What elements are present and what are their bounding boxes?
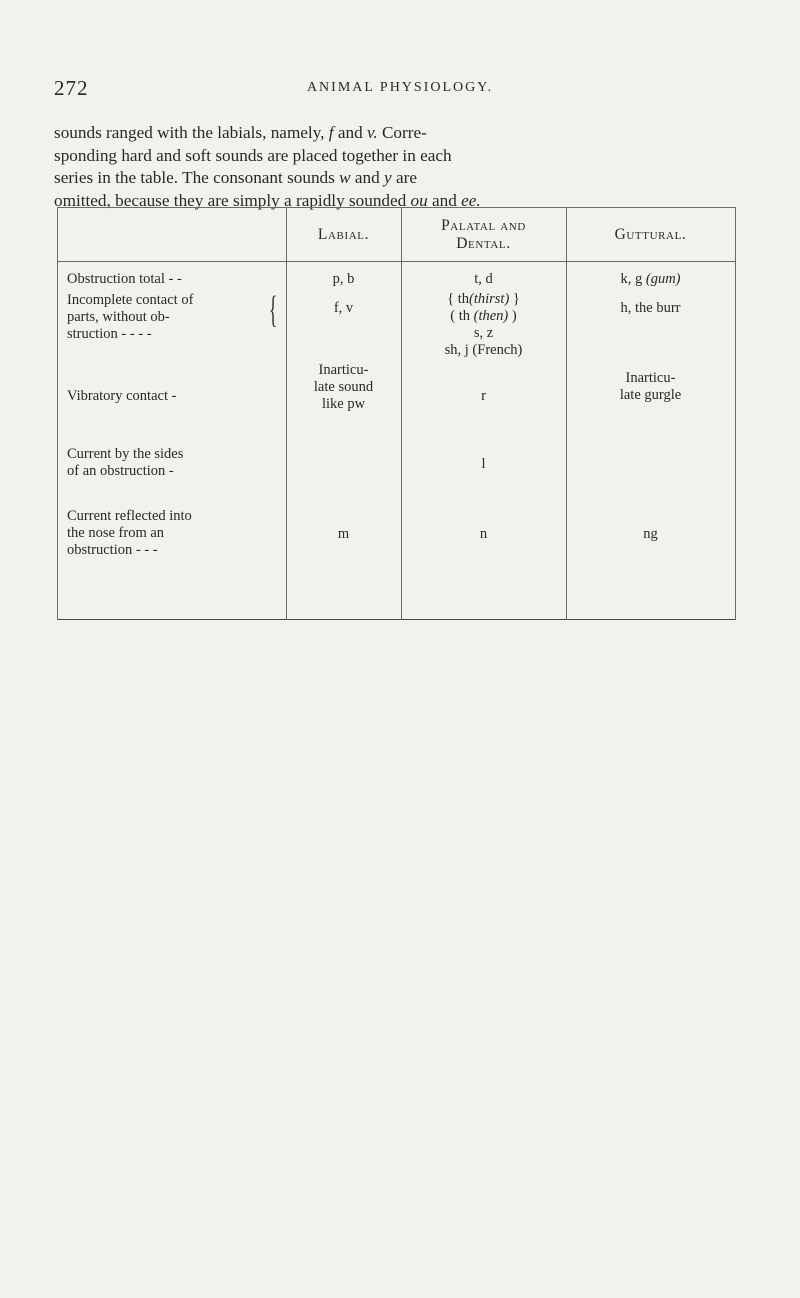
page-number: 272 bbox=[54, 76, 89, 100]
text-span: omitted, because they are simply a rapidly sounded bbox=[54, 190, 407, 210]
label-line: obstruction - - - bbox=[67, 542, 158, 558]
label-line: Current reflected into bbox=[67, 508, 192, 524]
italic-word: (gum) bbox=[645, 271, 681, 287]
cell-labial bbox=[286, 362, 401, 413]
cell-line: sh, j (French) bbox=[444, 342, 523, 358]
header-line: Palatal and bbox=[441, 217, 526, 234]
italic-word: (thirst) bbox=[469, 291, 510, 307]
column-divider bbox=[286, 207, 287, 620]
label-line: of an obstruction - bbox=[67, 463, 174, 479]
row-label-incomplete-contact bbox=[67, 289, 282, 343]
label-line: Current by the sides bbox=[67, 446, 184, 462]
column-divider bbox=[401, 207, 402, 620]
paragraph-line bbox=[54, 122, 744, 145]
cell-line: Inarticu- bbox=[625, 370, 676, 386]
label-line: Incomplete contact of bbox=[67, 292, 194, 308]
text-span: th bbox=[458, 308, 471, 324]
body-paragraph bbox=[54, 122, 744, 212]
header-labial: Labial. bbox=[317, 226, 370, 243]
cell-labial: f, v bbox=[333, 300, 354, 316]
cell-labial: p, b bbox=[332, 271, 355, 287]
header-line: Dental. bbox=[456, 235, 511, 252]
italic-letter: v. bbox=[366, 123, 378, 142]
cell-line: { th(thirst) } bbox=[447, 291, 520, 307]
cell-line: like pw bbox=[321, 396, 366, 412]
text-span: and bbox=[354, 168, 380, 187]
cell-guttural: ng bbox=[643, 526, 658, 542]
cell-line: late sound bbox=[313, 379, 374, 395]
table-bottom-rule bbox=[57, 619, 735, 620]
italic-letter: w bbox=[339, 168, 351, 187]
cell-line: late gurgle bbox=[619, 387, 682, 403]
header-guttural: Guttural. bbox=[614, 226, 687, 243]
column-divider bbox=[57, 207, 58, 620]
label-line: the nose from an bbox=[67, 525, 165, 541]
italic-word: (then) bbox=[473, 308, 509, 324]
cell-palatal: l bbox=[481, 456, 486, 472]
row-label-current-sides bbox=[67, 446, 282, 480]
column-divider bbox=[566, 207, 567, 620]
text-span: Corre- bbox=[381, 123, 427, 142]
text-span: and bbox=[337, 123, 363, 142]
cell-line: ( th (then) ) bbox=[450, 308, 517, 324]
label-line: struction - - - - bbox=[67, 326, 152, 342]
row-label-obstruction-total: Obstruction total - - bbox=[67, 271, 182, 287]
text-span: th bbox=[457, 291, 469, 307]
cell-guttural: h, the burr bbox=[620, 300, 681, 316]
brace-icon: { bbox=[269, 289, 278, 331]
cell-line: Inarticu- bbox=[318, 362, 369, 378]
row-label-current-nose bbox=[67, 508, 282, 559]
table-top-rule bbox=[57, 207, 735, 208]
paragraph-line bbox=[54, 167, 744, 190]
column-divider bbox=[735, 207, 736, 620]
running-title: ANIMAL PHYSIOLOGY. bbox=[306, 80, 494, 95]
text-span: series in the table. The consonant sounds bbox=[54, 168, 335, 187]
cell-guttural bbox=[566, 271, 735, 288]
row-label-vibratory-contact: Vibratory contact - bbox=[67, 388, 177, 404]
text-span: sounds ranged with the labials, namely, bbox=[54, 123, 325, 142]
cell-palatal: n bbox=[479, 526, 488, 542]
text-span: are bbox=[395, 168, 417, 187]
cell-palatal bbox=[401, 291, 566, 359]
italic-letter: y bbox=[384, 168, 392, 187]
text-span: and bbox=[432, 190, 457, 210]
italic-letter: ou bbox=[410, 190, 428, 210]
italic-letter: f bbox=[328, 123, 334, 142]
text-span: k, g bbox=[620, 271, 643, 287]
consonant-table bbox=[57, 207, 735, 620]
header-palatal-dental bbox=[401, 211, 566, 259]
table-header-rule bbox=[57, 261, 735, 262]
cell-guttural bbox=[566, 370, 735, 404]
italic-letter: ee. bbox=[461, 190, 481, 210]
paragraph-line: sponding hard and soft sounds are placed together in each bbox=[54, 145, 452, 165]
cell-palatal: t, d bbox=[474, 271, 493, 287]
cell-palatal: r bbox=[481, 388, 486, 404]
cell-line: s, z bbox=[473, 325, 494, 341]
label-line: parts, without ob- bbox=[67, 309, 170, 325]
cell-labial: m bbox=[337, 526, 350, 542]
